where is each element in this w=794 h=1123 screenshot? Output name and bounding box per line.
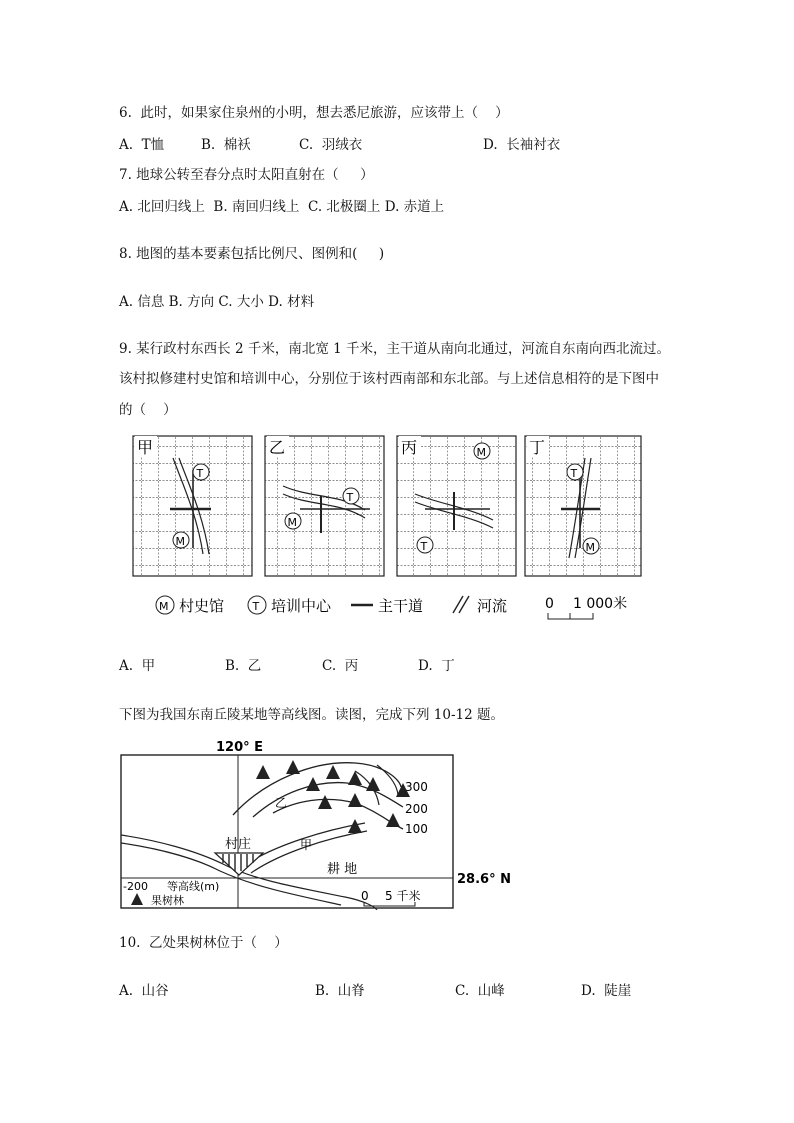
svg-text:T: T [420,540,428,553]
svg-text:T: T [570,467,578,480]
q9-option-d[interactable]: D. 丁 [418,658,455,674]
q6-option-c[interactable]: C. 羽绒衣 [299,137,363,153]
longitude-label: 120° E [216,740,264,755]
panel-ding [525,436,641,576]
svg-text:M: M [159,600,169,613]
q6-option-a[interactable]: A. T恤 [119,137,165,153]
q10-option-b[interactable]: B. 山脊 [315,983,365,999]
legend-m-label: 村史馆 [179,597,225,615]
latitude-label: 28.6° N [457,872,511,887]
svg-text:T: T [346,491,354,504]
q6-option-b[interactable]: B. 棉袄 [201,137,251,153]
svg-text:0: 0 [545,596,554,612]
legend-river-label: 河流 [477,597,508,615]
legend-t-label: 培训中心 [271,597,332,615]
panel-bing [397,436,516,576]
q10-option-c[interactable]: C. 山峰 [455,983,505,999]
place-yi-label: 乙 [275,796,288,810]
legend-road-label: 主干道 [378,597,424,615]
q9-option-c[interactable]: C. 丙 [322,658,359,674]
svg-text:M: M [175,535,185,548]
svg-text:T: T [252,600,260,613]
farmland-label: 耕 地 [327,862,358,877]
panel-ding-label: 丁 [529,438,546,457]
q9-option-b[interactable]: B. 乙 [225,658,262,674]
panel-yi [265,436,384,576]
q9-stem-line2: 该村拟修建村史馆和培训中心，分别位于该村西南部和东北部。与上述信息相符的是下图中 [119,371,659,387]
panel-bing-label: 丙 [401,438,418,457]
contour-200: 200 [405,802,428,816]
q10-option-d[interactable]: D. 陡崖 [581,983,632,999]
legend-contour-label: 等高线(m) [167,880,220,893]
svg-text:M: M [476,446,486,459]
contour-300: 300 [405,780,428,794]
map-scale-label: 5 千米 [385,889,421,903]
legend-orchard-label: 果树林 [151,894,184,907]
q10-option-a[interactable]: A. 山谷 [119,983,169,999]
panel-jia-label: 甲 [137,438,154,457]
q6-option-d[interactable]: D. 长袖衬衣 [483,137,561,153]
q9-village-map-figure [125,430,650,625]
q6-stem: 6. 此时，如果家住泉州的小明，想去悉尼旅游，应该带上（ ） [119,105,509,121]
svg-text:M: M [287,516,297,529]
q8-options[interactable]: A. 信息 B. 方向 C. 大小 D. 材料 [119,294,315,310]
svg-text:T: T [196,467,204,480]
place-jia-label: 甲 [300,838,313,852]
village-label: 村庄 [225,837,252,852]
legend-contour-value: -200 [123,880,148,893]
contour-map-figure [115,735,525,910]
q9-option-a[interactable]: A. 甲 [119,658,156,674]
svg-text:M: M [585,541,595,554]
panel-jia [133,436,252,576]
q9-figure-legend [156,595,627,619]
legend-scale-label: 1 000米 [573,596,628,612]
q9-stem-line1: 9. 某行政村东西长 2 千米，南北宽 1 千米，主干道从南向北通过，河流自东南向西北流过。 [119,341,671,357]
map-scale-zero: 0 [361,889,369,903]
q10-stem: 10. 乙处果树林位于（ ） [119,935,288,951]
q8-stem: 8. 地图的基本要素包括比例尺、图例和( ) [119,246,385,262]
q7-options[interactable]: A. 北回归线上 B. 南回归线上 C. 北极圈上 D. 赤道上 [119,199,445,215]
q9-stem-line3: 的（ ） [119,402,177,418]
contour-100: 100 [405,822,428,836]
q7-stem: 7. 地球公转至春分点时太阳直射在（ ） [119,167,374,183]
intro-10-12: 下图为我国东南丘陵某地等高线图。读图，完成下列 10-12 题。 [119,707,504,723]
panel-yi-label: 乙 [269,438,286,457]
